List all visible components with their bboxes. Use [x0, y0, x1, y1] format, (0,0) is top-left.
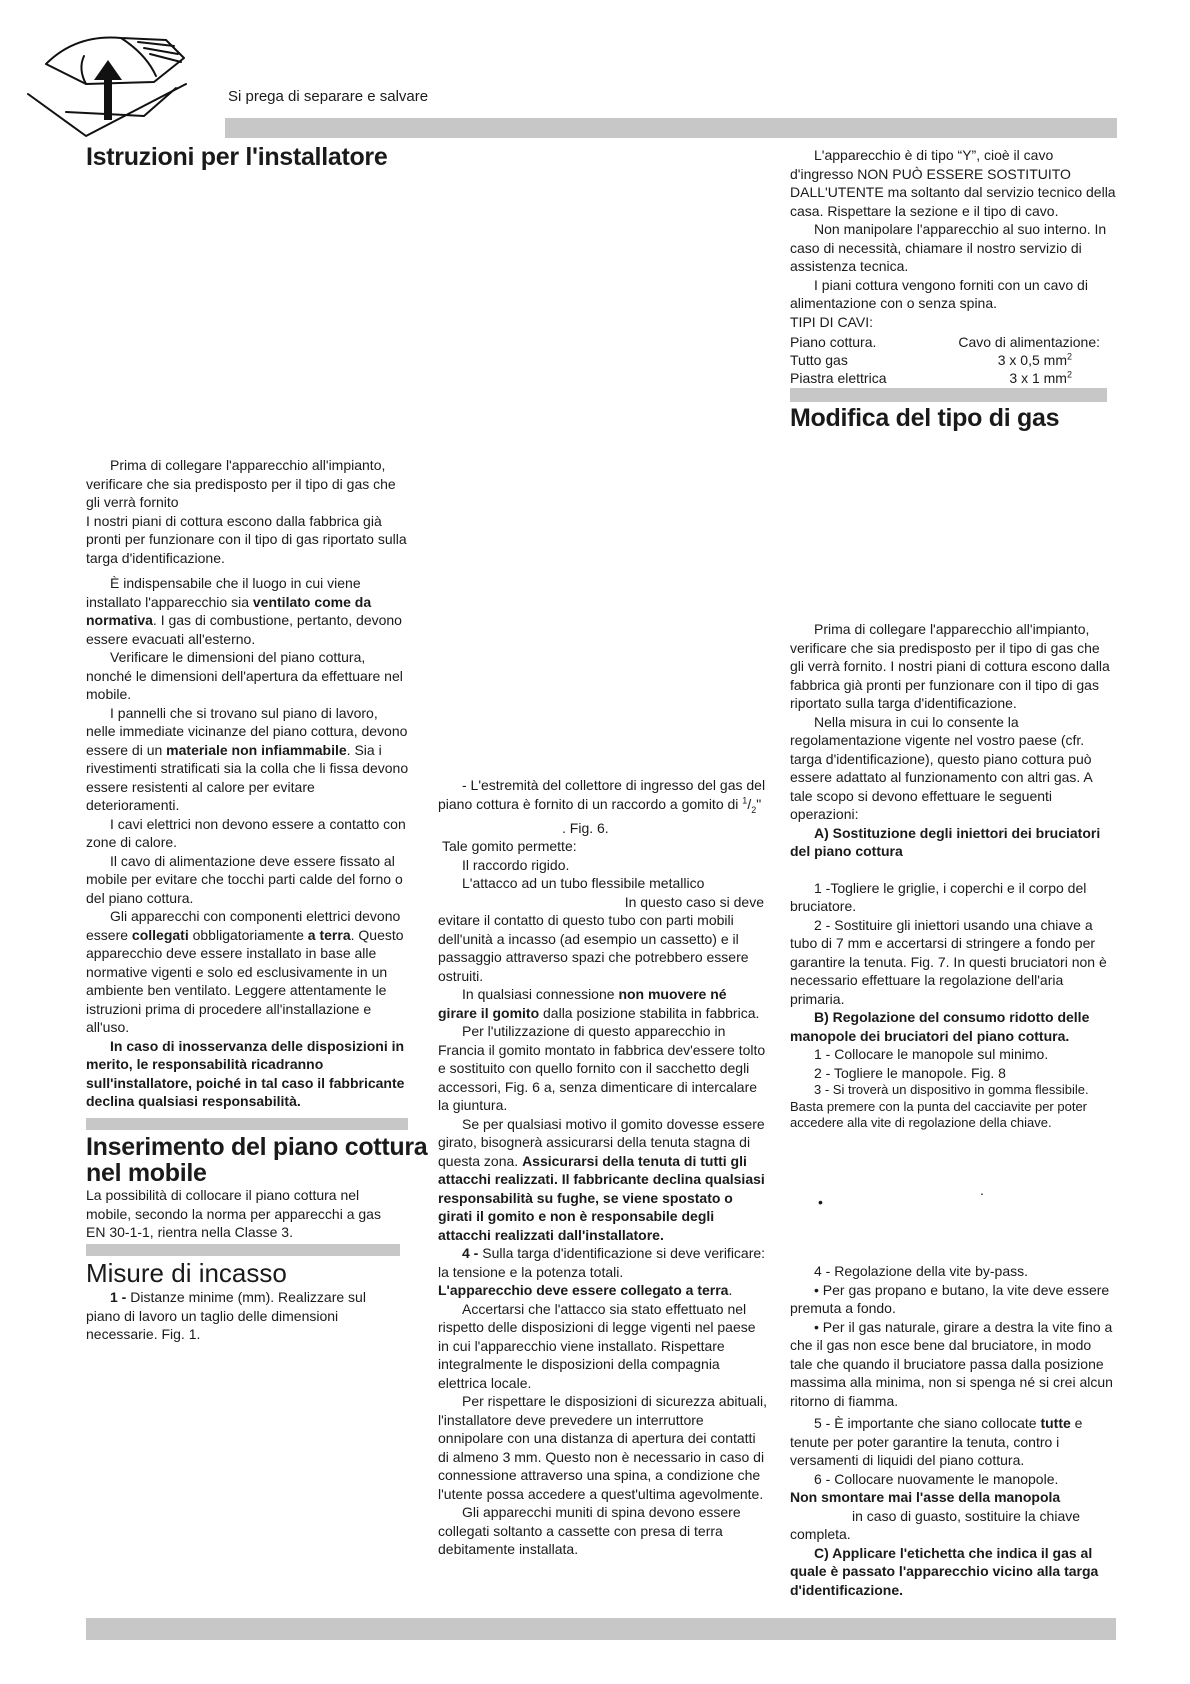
gas-section-title: Modifica del tipo di gas: [790, 404, 1060, 432]
bullet: •: [818, 1194, 823, 1210]
table-row: Piastra elettrica 3 x 1 $mm^2$: [790, 369, 1072, 386]
col3-text: Prima di collegare l'apparecchio all'impianto, verificare che sia predisposto per il tipo di gas che gli verrà fornito. I nostri piani di cottura escono dalla fabbrica già pronti per funzionare con il tipo di gas riportato sulla targa d'identificazione. Nella misura in cui lo consente la regolamentazione vigente nel vostro paese (cfr. targa d'identificazione), questo piano cottura può essere adattato al funzionamento con altri gas. A tale scopo si devono effettuare le seguenti operazioni: A) Sostituzione degli iniettori dei bruciatori del piano cottura 1 -Togliere le griglie, i coperchi e il corpo del bruciatore. 2 - Sostituire gli iniettori usando una chiave a tubo di 7 mm e accertarsi di stringere a fondo per garantire la tenuta. Fig. 7. In questi bruciatori non è necessario effettuare la regolazione dell'aria primaria. B) Regolazione del consumo ridotto delle manopole dei bruciatori del piano cottura. 1 - Collocare le manopole sul minimo. 2 - Togliere le manopole. Fig. 8 3 - Si troverà un dispositivo in gomma flessibile. Basta premere con la punta del cacciavite per poter accedere alla vite di regolazione della chiave.: [790, 621, 1110, 1130]
cable-types-table: [790, 333, 1100, 387]
dot: .: [980, 1182, 984, 1198]
gas-divider: [790, 388, 1107, 402]
table-row: Piano cottura. Cavo di alimentazione:: [790, 334, 1100, 350]
tear-off-hand-icon: [26, 24, 196, 142]
page-title: Istruzioni per l'installatore: [86, 143, 388, 171]
col3-top-text: L'apparecchio è di tipo “Y”, cioè il cavo d'ingresso NON PUÒ ESSERE SOSTITUITO DALL'UTENTE ma soltanto dal servizio tecnico della casa. Rispettare la sezione e il tipo di cavo. Non manipolare l'apparecchio al suo interno. In caso di necessità, chiamare il nostro servizio di assistenza tecnica. I piani cottura vengono forniti con un cavo di alimentazione con o senza spina. TIPI DI CAVI: Piano cottura. Cavo di alimentazione: Tutto gas 3 x 0,5 $mm^2$ Piastra elettrica 3 x 1 $mm^2$: [790, 147, 1116, 386]
col1-text: Prima di collegare l'apparecchio all'impianto, verificare che sia predisposto per il tipo di gas che gli verrà fornito I nostri piani di cottura escono dalla fabbrica già pronti per funzionare con il tipo di gas riportato sulla targa d'identificazione. È indispensabile che il luogo in cui viene installato l'apparecchio sia ventilato come da normativa. I gas di combustione, pertanto, devono essere evacuati all'esterno. Verificare le dimensioni del piano cottura, nonché le dimensioni dell'apertura da effettuare nel mobile. I pannelli che si trovano sul piano di lavoro, nelle immediate vicinanze del piano cottura, devono essere di un materiale non infiammabile. Sia i rivestimenti stratificati sia la colla che li fissa devono essere resistenti al calore per evitare deterioramenti. I cavi elettrici non devono essere a contatto con zone di calore. Il cavo di alimentazione deve essere fissato al mobile per evitare che tocchi parti calde del forno o del piano cottura. Gli apparecchi con componenti elettrici devono essere collegati obbligatoriamente a terra. Questo apparecchio deve essere installato in base alle normative vigenti e solo ed esclusivamente in un ambiente ben ventilato. Leggere attentamente le istruzioni prima di procedere all'installazione e all'uso. In caso di inosservanza delle disposizioni in merito, le responsabilità ricadranno sull'installatore, poiché in tal caso il fabbricante declina qualsiasi responsabilità.: [86, 457, 409, 1109]
insert-divider: [86, 1118, 408, 1130]
misure-text: 1 - Distanze minime (mm). Realizzare sul piano di lavoro un taglio delle dimensioni necessarie. Fig. 1.: [86, 1289, 366, 1342]
footer-divider: [86, 1618, 1116, 1640]
misure-title: Misure di incasso: [86, 1258, 287, 1288]
misure-divider: [86, 1244, 400, 1256]
insert-title-1: Inserimento del piano cottura: [86, 1133, 428, 1161]
header-divider: [225, 118, 1117, 138]
col3-bottom-text: 4 - Regolazione della vite by-pass. • Per gas propano e butano, la vite deve essere premuta a fondo. • Per il gas naturale, girare a destra la vite fino a che il gas non esce bene dal bruciatore, in modo tale che quando il bruciatore passa dalla posizione massima alla minima, non si spenga né si crei alcun ritorno di fiamma. 5 - È importante che siano collocate tutte e tenute per poter garantire la tenuta, contro i versamenti di liquidi del piano cottura. 6 - Collocare nuovamente le manopole. Non smontare mai l'asse della manopola in caso di guasto, sostituire la chiave completa. C) Applicare l'etichetta che indica il gas al quale è passato l'apparecchio vicino alla targa d'identificazione.: [790, 1263, 1113, 1598]
header-instruction: Si prega di separare e salvare: [228, 88, 429, 105]
insert-text: La possibilità di collocare il piano cottura nel mobile, secondo la norma per apparecchi a gas EN 30-1-1, rientra nella Classe 3.: [86, 1187, 381, 1240]
table-row: Tutto gas 3 x 0,5 $mm^2$: [790, 351, 1072, 368]
col2-text: - L'estremità del collettore di ingresso del gas del piano cottura è fornito di un raccordo a gomito di $^1/_2$". Fig. 6. Tale gomito permette: Il raccordo rigido. L'attacco ad un tubo flessibile metallico In questo caso si deve evitare il contatto di questo tubo con parti mobili dell'unità a incasso (ad esempio un cassetto) e il passaggio attraverso spazi che potrebbero essere ostruiti. In qualsiasi connessione non muovere né girare il gomito dalla posizione stabilita in fabbrica. Per l'utilizzazione di questo apparecchio in Francia il gomito montato in fabbrica dev'essere tolto e sostituito con quello fornito con il sacchetto degli accessori, Fig. 6 a, senza dimenticare di intercalare la giuntura. Se per qualsiasi motivo il gomito dovesse essere girato, bisognerà assicurarsi della tenuta stagna di questa zona. Assicurarsi della tenuta di tutti gli attacchi realizzati. Il fabbricante declina qualsiasi responsabilità su fughe, se viene spostato o girati il gomito e non è responsabile degli attacchi realizzati dall'installatore. 4 - Sulla targa d'identificazione si deve verificare: la tensione e la potenza totali. L'apparecchio deve essere collegato a terra. Accertarsi che l'attacco sia stato effettuato nel rispetto delle disposizioni di legge vigenti nel paese in cui l'apparecchio viene installato. Rispettare integralmente le disposizioni della compagnia elettrica locale. Per rispettare le disposizioni di sicurezza abituali, l'installatore deve prevedere un interruttore onnipolare con una distanza di apertura dei contatti di almeno 3 mm. Questo non è necessario in caso di connessione attraverso una spina, a condizione che l'utente possa accedere a quest'ultima agevolmente. Gli apparecchi muniti di spina devono essere collegati soltanto a cassette con presa di terra debitamente installata.: [438, 777, 768, 1558]
insert-title-2: nel mobile: [86, 1159, 207, 1187]
